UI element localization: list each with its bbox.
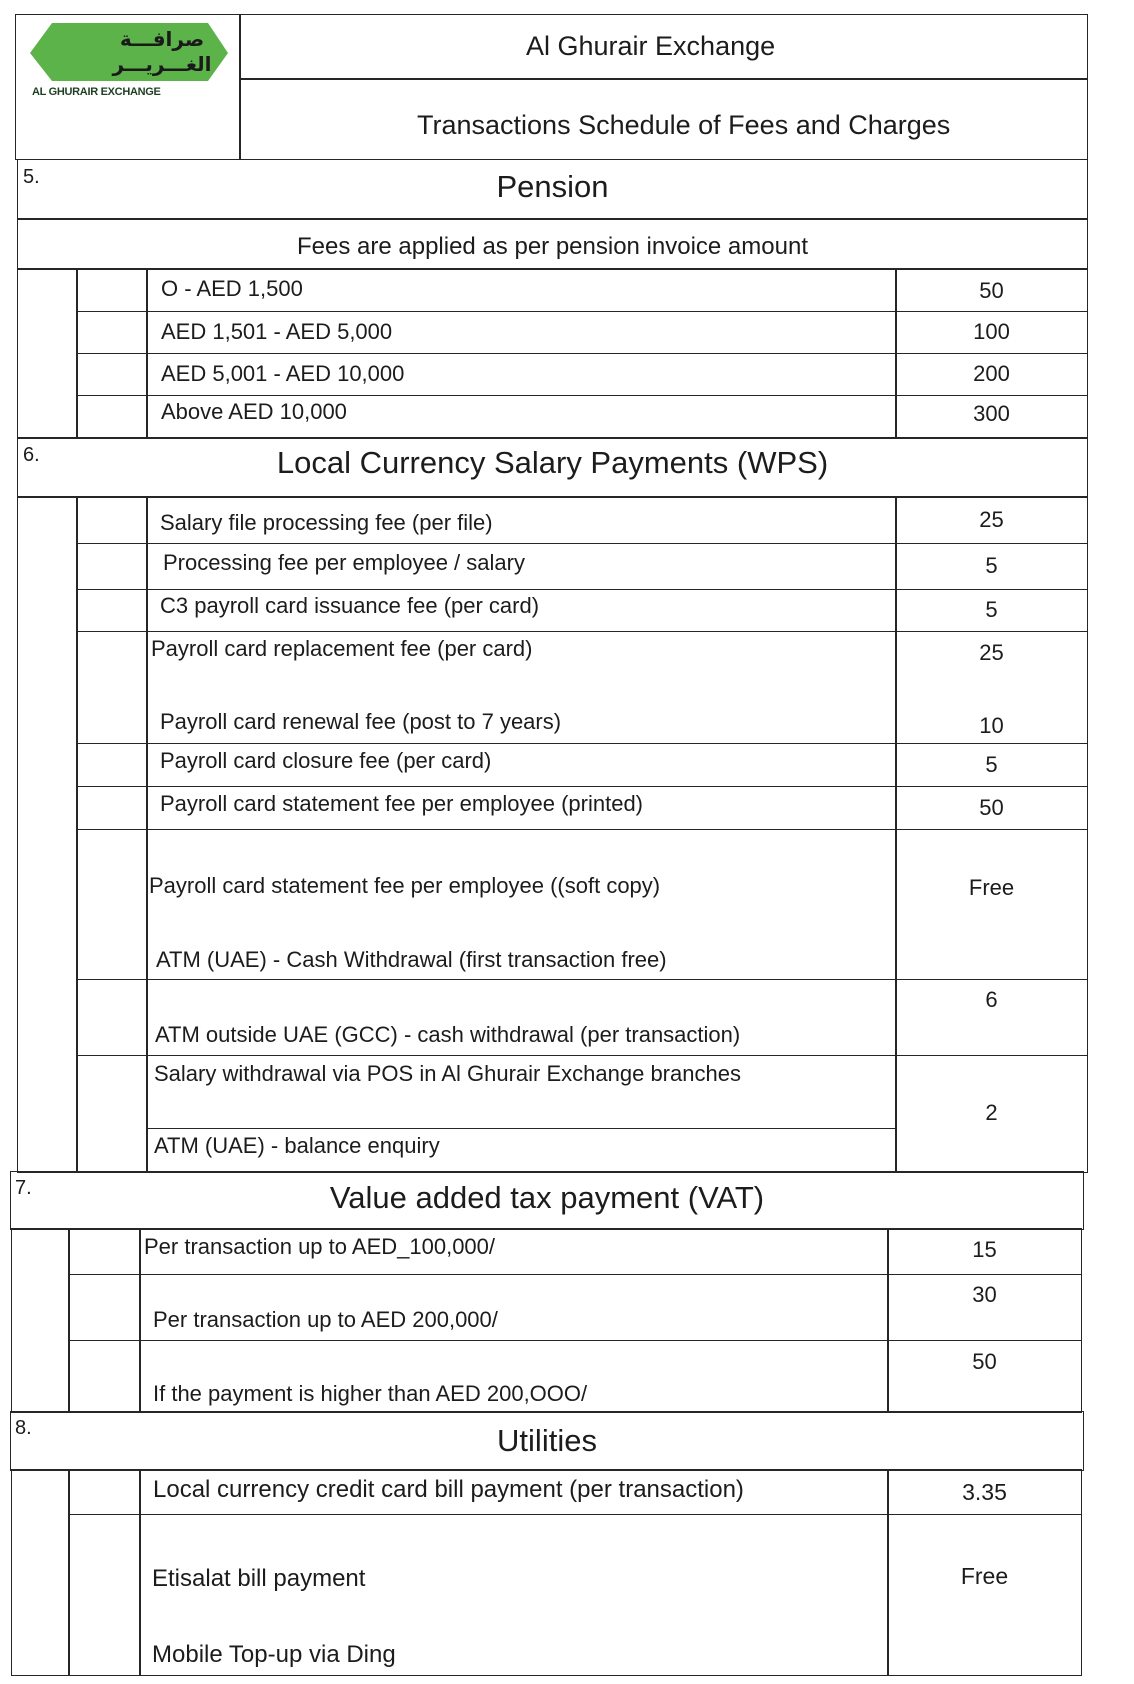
al-ghurair-logo (22, 19, 232, 101)
blank-column-cell (17, 496, 78, 1173)
document-title: Transactions Schedule of Fees and Charges (417, 110, 951, 140)
fee-amount-cell (895, 589, 1088, 632)
fee-description: Salary file processing fee (per file) (160, 510, 493, 535)
fee-description-cell (146, 829, 897, 980)
fee-amount-cell (895, 353, 1088, 396)
blank-index-cell (76, 395, 148, 439)
fee-description: Above AED 10,000 (161, 399, 347, 424)
blank-index-cell (76, 353, 148, 396)
blank-index-cell (76, 631, 148, 744)
document-company-name: Al Ghurair Exchange (526, 31, 776, 61)
fee-description: Local currency credit card bill payment (per transaction) (153, 1476, 744, 1503)
section-header (17, 437, 1088, 498)
fee-amount-cell (895, 979, 1088, 1056)
fee-amount-cell (895, 786, 1088, 830)
blank-index-cell (76, 311, 148, 354)
fee-description-cell (146, 589, 897, 632)
fee-description: Mobile Top-up via Ding (152, 1641, 396, 1668)
fee-description-cell (146, 631, 897, 744)
fee-description-cell (139, 1228, 889, 1275)
fee-amount-cell (887, 1469, 1082, 1515)
fee-description: Payroll card replacement fee (per card) (151, 636, 533, 661)
fee-description-cell (146, 395, 897, 439)
header-subtitle-cell (239, 78, 1088, 160)
blank-index-cell (76, 543, 148, 590)
fee-description: AED 5,001 - AED 10,000 (161, 361, 405, 386)
fee-description: ATM outside UAE (GCC) - cash withdrawal (per transaction) (155, 1022, 741, 1047)
fee-amount: Free (960, 1563, 1009, 1589)
section-note-cell (17, 218, 1088, 270)
section-title: Utilities (497, 1423, 597, 1458)
fee-amount-cell (895, 543, 1088, 590)
fee-description-cell (139, 1274, 889, 1341)
blank-column-cell (11, 1469, 70, 1676)
fee-description-cell (146, 496, 897, 544)
blank-index-cell (76, 786, 148, 830)
fee-amount: 50 (979, 795, 1004, 820)
fee-amount: 10 (979, 713, 1004, 738)
row-divider (147, 1128, 896, 1129)
fee-description-cell (139, 1514, 889, 1676)
blank-column-cell (17, 268, 78, 439)
section-note: Fees are applied as per pension invoice amount (297, 233, 808, 260)
blank-index-cell (76, 743, 148, 787)
fee-description-cell (146, 979, 897, 1056)
fee-description: C3 payroll card issuance fee (per card) (160, 593, 540, 618)
blank-index-cell (68, 1274, 141, 1341)
section-title: Local Currency Salary Payments (WPS) (276, 445, 829, 480)
blank-index-cell (68, 1514, 141, 1676)
fee-description: Processing fee per employee / salary (163, 550, 525, 575)
fee-description: AED 1,501 - AED 5,000 (161, 319, 393, 344)
blank-index-cell (68, 1340, 141, 1413)
fee-amount-cell (895, 1055, 1088, 1173)
fee-amount: 2 (985, 1100, 998, 1125)
section-title: Value added tax payment (VAT) (329, 1180, 765, 1215)
fee-amount: Free (968, 875, 1015, 900)
logo-arabic-line2: الغـــريـــر (112, 52, 212, 76)
fee-amount: 3.35 (962, 1479, 1007, 1505)
fee-amount-cell (887, 1228, 1082, 1275)
fee-amount: 25 (979, 640, 1004, 665)
blank-index-cell (68, 1228, 141, 1275)
fee-amount: 5 (985, 597, 998, 622)
fee-amount: 50 (979, 278, 1004, 303)
fee-description: Payroll card closure fee (per card) (160, 748, 492, 773)
fee-amount: 50 (972, 1349, 997, 1374)
section-number: 8. (15, 1417, 32, 1439)
fee-description: ATM (UAE) - balance enquiry (154, 1133, 440, 1158)
fee-amount: 5 (985, 752, 998, 777)
fee-amount-cell (895, 829, 1088, 980)
blank-index-cell (76, 496, 148, 544)
section-number: 7. (15, 1177, 32, 1199)
fee-description: ATM (UAE) - Cash Withdrawal (first transaction free) (156, 947, 667, 972)
section-header (10, 1171, 1084, 1230)
fee-amount: 25 (979, 507, 1004, 532)
fee-amount: 6 (985, 987, 998, 1012)
fee-amount: 30 (972, 1282, 997, 1307)
fee-description: If the payment is higher than AED 200,OOO/ (153, 1381, 588, 1406)
fee-description: O - AED 1,500 (161, 276, 303, 301)
fee-description-cell (146, 1055, 897, 1173)
section-header (17, 159, 1088, 220)
fee-description: Per transaction up to AED_100,000/ (144, 1234, 496, 1259)
blank-index-cell (76, 979, 148, 1056)
section-number: 5. (23, 166, 40, 188)
fee-description-cell (139, 1340, 889, 1413)
blank-index-cell (76, 1055, 148, 1173)
fee-description-cell (146, 268, 897, 312)
fee-description: Per transaction up to AED 200,000/ (153, 1307, 498, 1332)
header-title-cell (239, 14, 1088, 80)
fee-amount: 300 (973, 401, 1010, 426)
fee-amount: 5 (985, 553, 998, 578)
fee-description-cell (146, 353, 897, 396)
fee-amount-cell (895, 395, 1088, 439)
fee-amount-cell (887, 1514, 1082, 1676)
fee-description: Payroll card renewal fee (post to 7 years) (160, 709, 562, 734)
fee-amount-cell (895, 496, 1088, 544)
fee-description: Salary withdrawal via POS in Al Ghurair Exchange branches (154, 1061, 741, 1086)
blank-index-cell (76, 829, 148, 980)
blank-index-cell (76, 589, 148, 632)
fee-description-cell (146, 311, 897, 354)
fee-amount: 200 (973, 361, 1010, 386)
section-header (10, 1411, 1084, 1471)
fee-amount: 15 (972, 1237, 997, 1262)
fee-amount-cell (887, 1340, 1082, 1413)
fee-description: Etisalat bill payment (152, 1565, 366, 1592)
fee-amount: 100 (973, 319, 1010, 344)
logo-arabic-line1: صرافـــة (119, 27, 205, 51)
logo-cell (15, 14, 241, 160)
fee-amount-cell (895, 743, 1088, 787)
fee-description-cell (139, 1469, 889, 1515)
fee-description-cell (146, 543, 897, 590)
fee-amount-cell (895, 311, 1088, 354)
fee-description: Payroll card statement fee per employee (printed) (160, 791, 644, 816)
fee-amount-cell (895, 631, 1088, 744)
logo-english-text: AL GHURAIR EXCHANGE (32, 86, 161, 98)
fee-description-cell (146, 786, 897, 830)
blank-index-cell (68, 1469, 141, 1515)
fee-description: Payroll card statement fee per employee ((soft copy) (149, 873, 661, 898)
fee-amount-cell (895, 268, 1088, 312)
fee-amount-cell (887, 1274, 1082, 1341)
section-title: Pension (496, 169, 609, 204)
fee-description-cell (146, 743, 897, 787)
section-number: 6. (23, 444, 40, 466)
blank-index-cell (76, 268, 148, 312)
blank-column-cell (11, 1228, 70, 1413)
